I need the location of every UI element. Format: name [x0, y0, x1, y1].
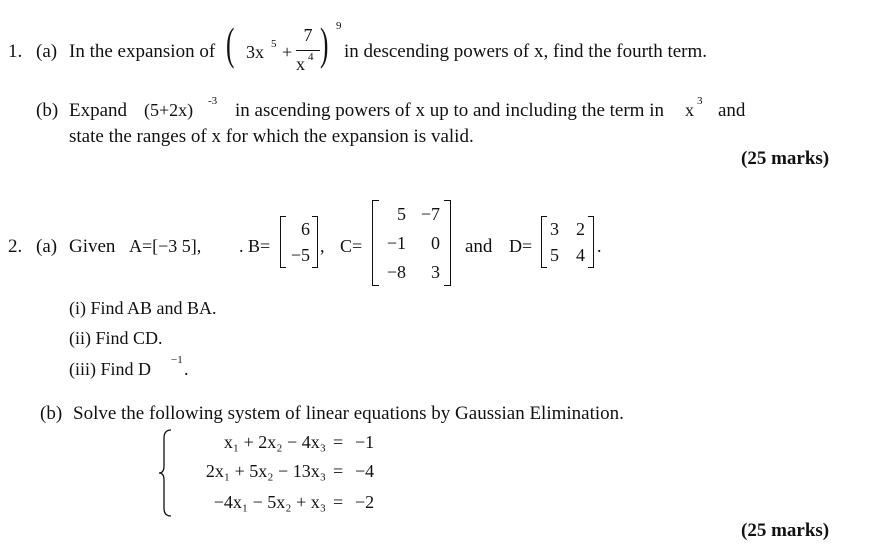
matrix-b-label: B= — [248, 236, 271, 256]
matrix-d-cell: 3 — [550, 219, 559, 239]
frac-num: 7 — [303, 25, 313, 45]
q2-number: 2. — [8, 236, 23, 257]
q1-b-term-exp: 3 — [697, 95, 703, 107]
matrix-c-right-bracket — [444, 200, 451, 286]
equation-3-rhs: −2 — [355, 492, 375, 512]
q1-b-text-2: in ascending powers of x up to and including the term in — [235, 100, 664, 121]
matrix-c-cell: −8 — [386, 262, 406, 282]
expr-base: 3x — [246, 42, 264, 62]
matrix-c-cell: 0 — [431, 233, 440, 253]
matrix-d-right-bracket — [588, 216, 594, 268]
q1-b-text-1: Expand — [69, 100, 128, 121]
matrix-c-cell: 5 — [397, 204, 406, 224]
equation-3-lhs: −4x₁ − 5x₂ + x₃ — [213, 492, 326, 512]
equation-2-lhs: 2x₁ + 5x₂ − 13x₃ — [205, 461, 326, 481]
equation-1-rhs: −1 — [355, 432, 375, 452]
equation-2-rhs: −4 — [355, 461, 375, 481]
q1-b-line2: state the ranges of x for which the expansion is valid. — [69, 126, 474, 147]
matrix-c-left-bracket — [372, 200, 379, 286]
inverse-exp: −1 — [171, 354, 183, 366]
right-paren: ) — [320, 18, 329, 69]
matrix-c-cell: −1 — [386, 233, 406, 253]
q1-a-label: (a) — [36, 41, 58, 62]
q1-b-label: (b) — [36, 100, 59, 121]
frac-den: x — [296, 54, 305, 74]
matrix-d-label: D= — [509, 236, 533, 256]
part-ii: (ii) Find CD. — [69, 328, 163, 348]
expr-base-exp: 5 — [271, 38, 277, 50]
part-iii: (iii) Find D — [69, 359, 152, 379]
left-paren: ( — [226, 18, 235, 69]
matrix-d-cell: 4 — [576, 245, 585, 265]
part-iii-period: . — [184, 359, 189, 379]
q1-b-expr: (5+2x) — [144, 100, 194, 120]
q2-b-text: Solve the following system of linear equations by Gaussian Elimination. — [73, 403, 624, 424]
q2-b-label: (b) — [40, 403, 63, 424]
stray-dot: . — [239, 236, 244, 256]
matrix-c-cell: −7 — [420, 204, 440, 224]
system-brace — [158, 428, 174, 518]
equation-1-lhs: x₁ + 2x₂ − 4x₃ — [223, 432, 326, 452]
q1-b-text-3: and — [718, 100, 746, 121]
equation-3-eq: = — [333, 492, 344, 512]
matrix-d-cell: 2 — [576, 219, 585, 239]
q1-marks: (25 marks) — [741, 148, 830, 169]
q1-a-text-before: In the expansion of — [69, 41, 216, 62]
matrix-c-label: C= — [340, 236, 363, 256]
matrix-a-definition: A=[−3 5], — [129, 236, 202, 256]
matrix-b-right-bracket — [312, 216, 318, 268]
q2-given: Given — [69, 236, 116, 257]
matrix-b-cell: 6 — [301, 219, 310, 239]
period: . — [597, 236, 602, 256]
q1-b-expr-exp: -3 — [208, 95, 218, 107]
q2-marks: (25 marks) — [741, 520, 830, 541]
frac-den-exp: 4 — [308, 51, 314, 63]
equation-1-eq: = — [333, 432, 344, 452]
q1-number: 1. — [8, 41, 23, 62]
q1-b-term: x — [685, 100, 694, 120]
comma: , — [320, 236, 325, 256]
q1-a-text-after: in descending powers of x, find the fourth term. — [344, 41, 708, 62]
matrix-c-cell: 3 — [431, 262, 440, 282]
matrix-b-cell: −5 — [290, 245, 310, 265]
matrix-d-cell: 5 — [550, 245, 559, 265]
outer-exp: 9 — [336, 20, 342, 32]
q2-and: and — [465, 236, 493, 257]
equation-2-eq: = — [333, 461, 344, 481]
expr-plus: + — [282, 42, 293, 62]
part-i: (i) Find AB and BA. — [69, 298, 217, 318]
q2-a-label: (a) — [36, 236, 58, 257]
